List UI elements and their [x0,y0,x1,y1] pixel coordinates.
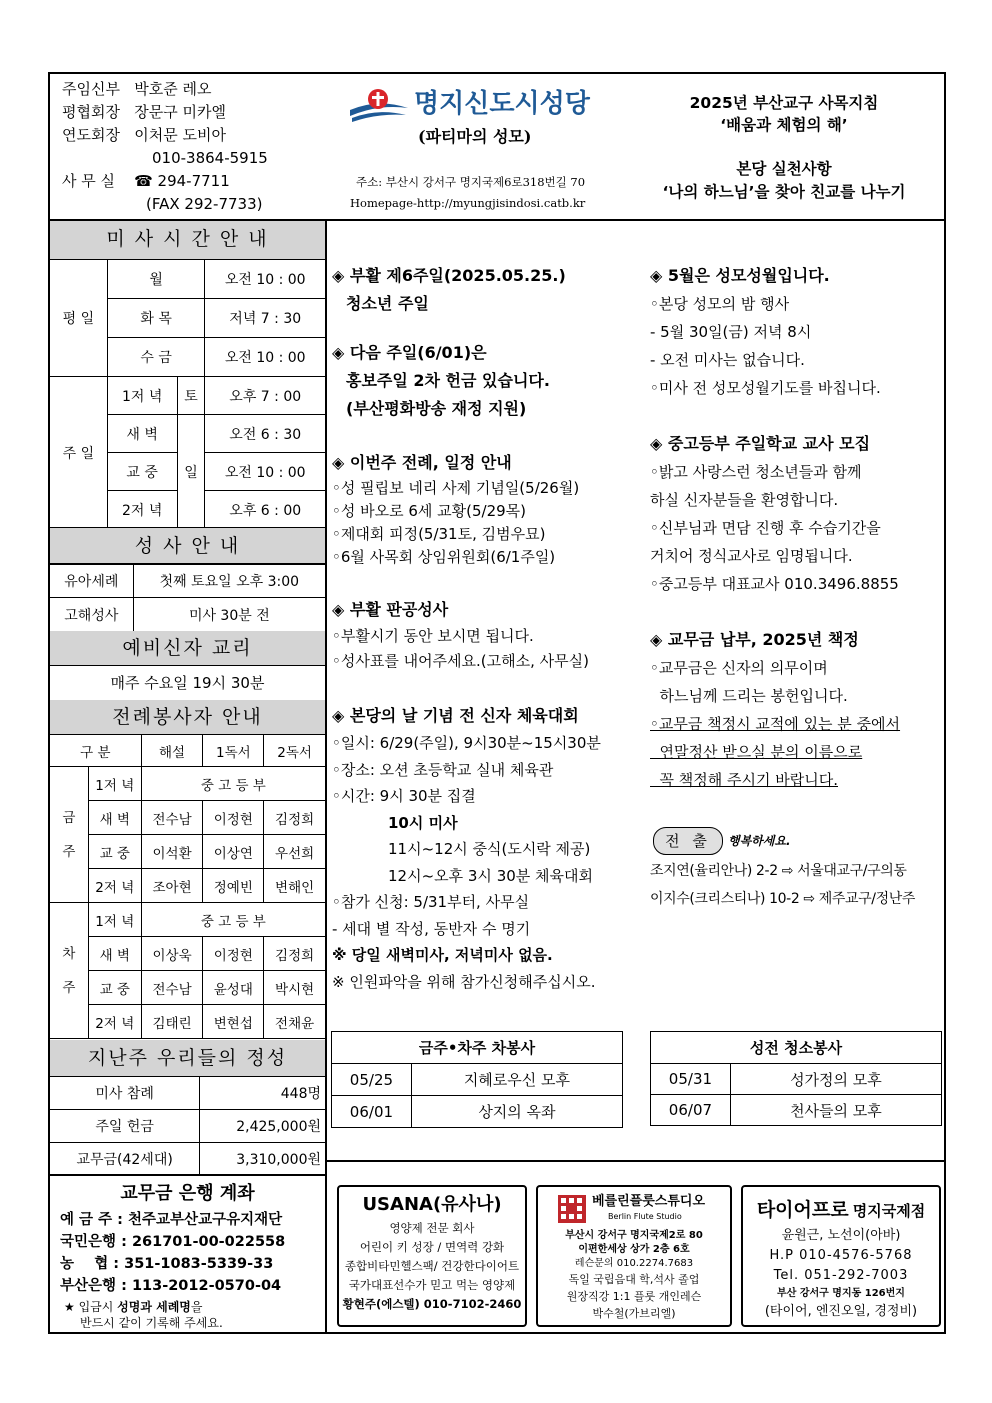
notice-line: ◦일시: 6/29(주일), 9시30분~15시30분 [332,734,601,752]
notice-line: 연말정산 받으실 분의 이름으로 [650,743,863,761]
notice-title: ◈ 부활 제6주일(2025.05.25.) [332,266,566,285]
staff-phone: 010-3864-5915 [152,149,268,167]
ad-line: 레슨문의 010.2274.7683 [574,1258,694,1269]
ad-line: 국가대표선수가 믿고 먹는 영양제 [348,1278,516,1292]
sacrament-table [49,563,326,632]
notice-title: ◈ 5월은 성모성월입니다. [650,266,830,285]
ad-line: 이편한세상 상가 2층 6호 [578,1244,690,1255]
server-name: 김정희 [264,801,326,835]
guideline-title: 2025년 부산교구 사목지침 [689,94,879,112]
server-mass-name: 1저 녁 [88,767,141,801]
server-name: 우선희 [264,835,326,869]
server-name: 박시현 [264,971,326,1005]
server-name: 전수남 [141,971,203,1005]
notice-title: ◈ 이번주 전례, 일정 안내 [332,453,512,472]
ad-line: 종합비타민헬스팩/ 건강한다이어트 [344,1259,520,1273]
staff-pastor: 주임신부 박호준 레오 [62,80,212,98]
ad-tire-header: 타이어프로 명지국제점 [756,1199,926,1221]
notice-line: 10시 미사 [388,813,458,832]
notice-line: ◦교무금 책정시 교적에 있는 분 중에서 [650,715,901,733]
ad-flute-studio [536,1185,732,1327]
bank-note-line2: 반드시 같이 기록해 주세요. [80,1316,223,1330]
transfer-item: 조지연(율리안나) 2-2 ⇨ 서울대교구/구의동 [650,863,907,879]
ad-flute-sub: Berlin Flute Studio [608,1212,682,1221]
mass-time: 오후 7 : 00 [205,377,326,415]
mass-name: 2저 녁 [107,491,177,529]
cleaning-service-table [650,1031,942,1126]
servers-section-title: 전례봉사자 안내 [50,700,325,735]
mass-table [49,259,326,529]
server-name: 전수남 [141,801,203,835]
cleaning-name: 천사들의 모후 [730,1095,941,1126]
server-name: 조아현 [141,869,203,903]
server-name: 윤성대 [203,971,264,1005]
notice-line: - 세대 별 작성, 동반자 수 명기 [332,919,531,938]
server-mass-name: 새 벽 [88,937,141,971]
car-service-table [331,1031,623,1128]
ad-line: (타이어, 엔진오일, 경정비) [764,1304,918,1319]
flute-studio-logo-icon [558,1195,586,1223]
offering-label: 주일 헌금 [50,1110,200,1143]
servers-header: 1독서 [203,735,264,767]
server-mass-name: 2저 녁 [88,1005,141,1039]
mass-time: 저녁 7 : 30 [205,299,326,338]
notice-title: ◈ 본당의 날 기념 전 신자 체육대회 [332,706,579,725]
notice-confession [332,596,589,674]
bank-row: 국민은행 : 261701-00-022558 [60,1234,286,1250]
notice-line: 하실 신자분들을 환영합니다. [650,491,839,509]
notice-line: ◦제대회 피정(5/31토, 김범우묘) [332,525,546,543]
offering-value: 3,310,000원 [200,1143,326,1176]
server-mass-name: 교 중 [88,971,141,1005]
transfer-item: 이지수(크리스티나) 10-2 ⇨ 제주교구/정난주 [650,891,915,907]
mass-day: 수 금 [107,338,205,377]
guideline-theme: ‘배움과 체험의 해’ [720,116,848,134]
notice-sports-day [332,702,601,995]
mass-time: 오전 10 : 00 [205,338,326,377]
catechumen-section-title: 예비신자 교리 [50,631,325,666]
this-week-label: 금 주 [50,767,89,903]
ad-flute-header [538,1193,730,1229]
notice-line: ◦부활시기 동안 보시면 됩니다. [332,627,534,645]
ad-line: 박수철(가브리엘) [592,1307,676,1320]
catechumen-schedule: 매주 수요일 19시 30분 [50,666,325,701]
notice-next-sunday [332,339,550,423]
ads-divider [326,1160,946,1162]
church-subtitle: (파티마의 성모) [418,127,532,146]
offering-label: 미사 참례 [50,1077,200,1110]
notice-line: ◦참가 신청: 5/31부터, 사무실 [332,893,530,911]
ad-line: H.P 010-4576-5768 [769,1248,913,1263]
server-name: 전채윤 [264,1005,326,1039]
car-service-title: 금주•차주 차봉사 [332,1032,623,1064]
notice-title: ◈ 다음 주일(6/01)은 [332,343,487,362]
car-service-date: 06/01 [332,1096,412,1128]
bank-title: 교무금 은행 계좌 [120,1183,255,1204]
church-homepage[interactable]: Homepage-http://myungjisindosi.catb.kr [350,196,586,210]
notice-line: ◦성 필립보 네리 사제 기념일(5/26월) [332,479,580,497]
notice-title: ◈ 교무금 납부, 2025년 책정 [650,630,859,649]
server-name: 이정현 [203,801,264,835]
notice-church-dues [650,626,900,794]
offering-table [49,1076,326,1176]
server-name: 김태린 [141,1005,203,1039]
transfer-greeting: 행복하세요. [728,834,791,848]
server-name: 이상연 [203,835,264,869]
notice-easter6 [332,262,566,318]
mass-time: 오전 6 : 30 [205,415,326,453]
notice-line: 12시~오후 3시 30분 체육대회 [388,866,594,885]
ad-usana [337,1185,527,1327]
sunday-label: 주 일 [50,377,108,529]
cleaning-date: 06/07 [651,1095,731,1126]
mass-section-title: 미 사 시 간 안 내 [50,221,325,260]
ad-tire-pro [741,1185,941,1327]
ad-line: 원장직강 1:1 플룻 개인레슨 [566,1290,702,1303]
server-name: 김정희 [264,937,326,971]
servers-header: 구 분 [50,735,142,767]
next-week-label: 차 주 [50,903,89,1039]
cleaning-date: 05/31 [651,1064,731,1095]
car-service-name: 상지의 옥좌 [411,1096,622,1128]
ad-line: 어린이 키 성장 / 면역력 강화 [359,1240,505,1254]
staff-prayer: 연도회장 이처문 도비아 [62,126,226,144]
weekday-label: 평 일 [50,260,108,377]
notice-line: 청소년 주일 [346,294,429,313]
notice-line: ◦본당 성모의 밤 행사 [650,295,790,313]
server-mass-name: 1저 녁 [88,903,141,937]
saturday-label: 토 [177,377,205,415]
sacrament-section-title: 성 사 안 내 [50,527,325,565]
notice-line: - 5월 30일(금) 저녁 8시 [650,323,812,341]
notice-line: ◦시간: 9시 30분 집결 [332,787,476,805]
notice-line: 11시~12시 중식(도시락 제공) [388,840,591,858]
ad-line: Tel. 051-292-7003 [773,1268,909,1283]
car-service-name: 지혜로우신 모후 [411,1064,622,1096]
notice-line: - 오전 미사는 없습니다. [650,351,805,369]
bank-note: ★ 입금시 성명과 세례명을 [64,1300,203,1314]
mass-name: 새 벽 [107,415,177,453]
notice-line: ◦신부님과 면담 진행 후 수습기간을 [650,519,881,537]
practice-title: 본당 실천사항 [736,160,832,178]
notice-line: ◦중고등부 대표교사 010.3496.8855 [650,575,899,593]
server-mass-name: 새 벽 [88,801,141,835]
notice-title: ◈ 부활 판공성사 [332,600,449,619]
offering-value: 448명 [200,1077,326,1110]
practice-text: ‘나의 하느님’을 찾아 친교를 나누기 [662,183,906,201]
mass-name: 교 중 [107,453,177,491]
church-logo-icon [348,88,410,122]
bank-row: 부산은행 : 113-2012-0570-04 [60,1278,282,1294]
notice-line: ◦장소: 오션 초등학교 실내 체육관 [332,760,554,779]
servers-table [49,734,326,1039]
server-group: 중 고 등 부 [141,767,325,801]
ad-usana-title: USANA(유사나) [362,1194,502,1215]
server-name: 변해인 [264,869,326,903]
server-name: 이상욱 [141,937,203,971]
car-service-date: 05/25 [332,1064,412,1096]
notice-line: ※ 인원파악을 위해 참가신청해주십시오. [332,972,596,991]
server-mass-name: 2저 녁 [88,869,141,903]
notice-line: ◦성 바오로 6세 교황(5/29목) [332,502,527,520]
ad-flute-title: 베를린플룻스튜디오 [592,1194,706,1209]
staff-council: 평협회장 장문구 미카엘 [62,103,226,121]
transfer-badge: 전 출 [653,827,723,855]
server-name: 변현섭 [203,1005,264,1039]
office-fax: (FAX 292-7733) [146,195,263,213]
mass-name: 1저 녁 [107,377,177,415]
bank-divider [48,1174,326,1176]
church-name: 명지신도시성당 [414,89,590,119]
server-group: 중 고 등 부 [141,903,325,937]
notice-line: 꼭 책정해 주시기 바랍니다. [650,771,838,789]
server-name: 이석환 [141,835,203,869]
sacrament-value: 첫째 토요일 오후 3:00 [133,564,325,598]
mass-time: 오후 6 : 00 [205,491,326,529]
cleaning-name: 성가정의 모후 [730,1064,941,1095]
notice-line: (부산평화방송 재정 지원) [346,399,527,418]
sunday-day-label: 일 [177,415,205,529]
offering-section-title: 지난주 우리들의 정성 [50,1040,325,1077]
mass-time: 오전 10 : 00 [205,453,326,491]
notice-line: ◦교무금은 신자의 의무이며 [650,659,828,677]
notice-line: ※ 당일 새벽미사, 저녁미사 없음. [332,946,553,964]
offering-value: 2,425,000원 [200,1110,326,1143]
server-name: 정예빈 [203,869,264,903]
notice-title: ◈ 중고등부 주일학교 교사 모집 [650,434,871,453]
notice-line: 거치어 정식교사로 임명됩니다. [650,547,853,565]
ad-line: 독일 국립음대 학,석사 졸업 [568,1273,700,1286]
notice-marian-month [650,262,881,402]
offering-label: 교무금(42세대) [50,1143,200,1176]
ad-line: 부산시 강서구 명지국제2로 80 [565,1230,703,1241]
bank-row: 예 금 주 : 천주교부산교구유지재단 [60,1212,283,1228]
notice-line: ◦성사표를 내어주세요.(고해소, 사무실) [332,652,589,670]
notice-teacher-recruit [650,430,899,598]
server-name: 이정현 [203,937,264,971]
notice-line: ◦6월 사목회 상임위원회(6/1주일) [332,548,556,566]
ad-contact: 황현주(에스텔) 010-7102-2460 [342,1297,522,1311]
mass-day: 화 목 [107,299,205,338]
notice-line: 하느님께 드리는 봉헌입니다. [650,687,848,705]
ad-line: 부산 강서구 명지동 126번지 [777,1288,905,1299]
notice-line: ◦미사 전 성모성월기도를 바칩니다. [650,379,881,397]
ad-line: 윤원근, 노선이(아바) [781,1228,901,1243]
bank-row: 농 협 : 351-1083-5339-33 [60,1256,274,1272]
notice-line: 홍보주일 2차 헌금 있습니다. [346,371,550,390]
ad-line: 영양제 전문 회사 [389,1221,475,1235]
notice-liturgy [332,449,579,569]
server-mass-name: 교 중 [88,835,141,869]
church-address: 주소: 부산시 강서구 명지국제6로318번길 70 [356,175,586,189]
cleaning-title: 성전 청소봉사 [651,1032,942,1064]
mass-time: 오전 10 : 00 [205,260,326,299]
office-phone: 사 무 실 ☎ 294-7711 [62,172,230,190]
sacrament-value: 미사 30분 전 [133,598,325,632]
sacrament-label: 고해성사 [50,598,134,632]
notice-line: ◦밝고 사랑스런 청소년들과 함께 [650,463,862,481]
servers-header: 2독서 [264,735,326,767]
sacrament-label: 유아세례 [50,564,134,598]
servers-header: 해설 [141,735,203,767]
mass-day: 월 [107,260,205,299]
